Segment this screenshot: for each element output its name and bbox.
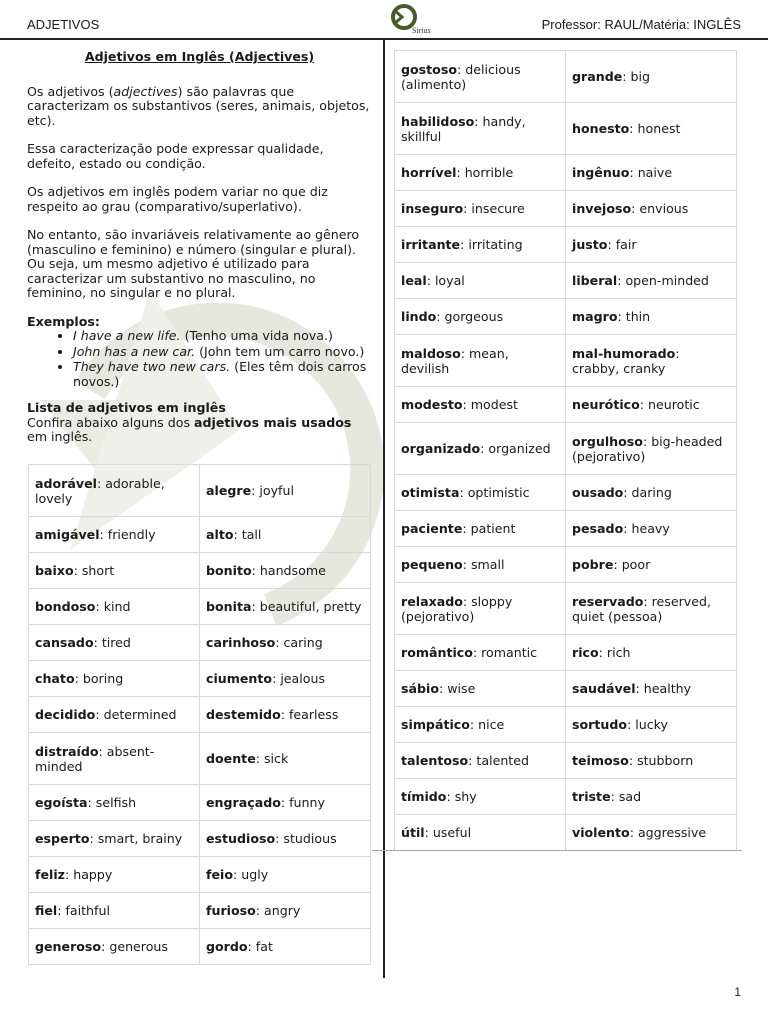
adjective-pt: engraçado (206, 795, 281, 810)
table-row (29, 929, 371, 965)
adjective-en: modest (470, 397, 518, 412)
adjective-cell: carinhoso: caring (200, 625, 371, 661)
adjective-cell: amigável: friendly (29, 517, 200, 553)
header-subject: ADJETIVOS (27, 17, 100, 32)
table-row (395, 227, 737, 263)
adjective-cell: irritante: irritating (395, 227, 566, 263)
adjective-cell: esperto: smart, brainy (29, 821, 200, 857)
adjective-en: loyal (434, 273, 465, 288)
adjective-en: handsome (259, 563, 326, 578)
table-row (395, 335, 737, 387)
adjective-en: nice (478, 717, 505, 732)
adjective-en: kind (103, 599, 131, 614)
adjective-en: selfish (95, 795, 137, 810)
examples-list (27, 329, 372, 389)
adjective-en: irritating (468, 237, 523, 252)
adjective-pt: relaxado (401, 593, 463, 609)
adjective-en: optimistic (467, 485, 530, 500)
adjective-cell: bonito: handsome (200, 553, 371, 589)
adjective-en: big-headed (pejorativo) (572, 433, 723, 464)
adjective-pt: pesado (572, 521, 624, 536)
table-row (29, 785, 371, 821)
adjective-en: gorgeous (444, 309, 504, 324)
adjective-cell: furioso: angry (200, 893, 371, 929)
adjective-cell: doente: sick (200, 733, 371, 785)
adjective-en: boring (82, 671, 124, 686)
adjective-pt: triste (572, 789, 611, 804)
adjective-en: insecure (471, 201, 525, 216)
adjective-cell: romântico: romantic (395, 635, 566, 671)
example-item: • I have a new life. (Tenho uma vida nova.) (73, 329, 372, 344)
adjective-pt: liberal (572, 273, 618, 288)
table-row (395, 547, 737, 583)
logo-text: Sirius (412, 26, 431, 35)
adjective-pt: generoso (35, 939, 102, 954)
adjective-pt: gostoso (401, 61, 457, 77)
adjective-pt: orgulhoso (572, 433, 643, 449)
adjective-pt: alto (206, 527, 234, 542)
adjective-cell: ingênuo: naive (566, 155, 737, 191)
adjective-pt: fiel (35, 903, 58, 918)
adjective-pt: distraído (35, 743, 99, 759)
adjective-cell: pequeno: small (395, 547, 566, 583)
page-number: 1 (734, 985, 741, 999)
table-row (395, 779, 737, 815)
table-row (29, 893, 371, 929)
adjective-en: crabby, cranky (572, 360, 666, 376)
adjective-cell: feliz: happy (29, 857, 200, 893)
adjective-cell: rico: rich (566, 635, 737, 671)
adjective-pt: otimista (401, 485, 460, 500)
adjective-en: handy, skillful (401, 113, 526, 144)
adjective-cell: invejoso: envious (566, 191, 737, 227)
adjective-cell: violento: aggressive (566, 815, 737, 851)
adjective-cell: chato: boring (29, 661, 200, 697)
page-title: Adjetivos em Inglês (Adjectives) (84, 49, 315, 64)
adjective-en: naive (637, 165, 673, 180)
adjective-cell: útil: useful (395, 815, 566, 851)
adjective-cell: tímido: shy (395, 779, 566, 815)
adjective-en: daring (631, 485, 672, 500)
adjective-pt: pobre (572, 557, 614, 572)
adjective-cell: destemido: fearless (200, 697, 371, 733)
adjective-pt: leal (401, 273, 427, 288)
adjective-pt: cansado (35, 635, 94, 650)
adjective-cell: sortudo: lucky (566, 707, 737, 743)
example-item: • They have two new cars. (Eles têm dois carros novos.) (73, 360, 372, 389)
adjective-pt: violento (572, 825, 630, 840)
table-row (395, 103, 737, 155)
adjective-pt: saudável (572, 681, 636, 696)
adjective-cell: egoísta: selfish (29, 785, 200, 821)
adjective-pt: esperto (35, 831, 90, 846)
table-bottom-rule (372, 850, 742, 851)
adjective-en: studious (283, 831, 337, 846)
adjective-cell: simpático: nice (395, 707, 566, 743)
intro-paragraph-1: Os adjetivos (adjectives) são palavras que caracterizam os substantivos (seres, animais, objetos, etc). (27, 83, 370, 128)
column-divider (383, 40, 385, 978)
adjective-cell: estudioso: studious (200, 821, 371, 857)
table-row (395, 635, 737, 671)
table-row (395, 191, 737, 227)
adjective-pt: decidido (35, 707, 96, 722)
adjective-en: sad (618, 789, 642, 804)
adjective-pt: teimoso (572, 753, 629, 768)
adjective-pt: justo (572, 237, 608, 252)
adjective-pt: chato (35, 671, 75, 686)
adjective-en: aggressive (637, 825, 707, 840)
adjective-cell: bonita: beautiful, pretty (200, 589, 371, 625)
adjective-en: beautiful, pretty (259, 599, 362, 614)
adjective-cell: fiel: faithful (29, 893, 200, 929)
adjective-pt: bondoso (35, 599, 96, 614)
sirius-logo (388, 2, 444, 36)
adjective-cell: saudável: healthy (566, 671, 737, 707)
adjective-pt: baixo (35, 563, 74, 578)
adjective-en: angry (264, 903, 301, 918)
intro-paragraph-3: Os adjetivos em inglês podem variar no que diz respeito ao grau (comparativo/superlativo). (27, 184, 328, 214)
table-row (29, 553, 371, 589)
adjective-cell: decidido: determined (29, 697, 200, 733)
adjective-pt: furioso (206, 903, 256, 918)
adjective-en: funny (289, 795, 325, 810)
adjective-en: rich (606, 645, 631, 660)
adjective-cell: teimoso: stubborn (566, 743, 737, 779)
adjective-en: generous (109, 939, 168, 954)
table-row (395, 475, 737, 511)
table-row (29, 821, 371, 857)
header-teacher: Professor: RAUL/Matéria: INGLÊS (541, 17, 741, 32)
adjective-cell: bondoso: kind (29, 589, 200, 625)
adjective-pt: inseguro (401, 201, 464, 216)
adjective-pt: lindo (401, 309, 437, 324)
adjective-pt: pequeno (401, 557, 463, 572)
adjective-en: big (630, 69, 650, 84)
adjective-pt: honesto (572, 121, 630, 136)
adjective-cell: gordo: fat (200, 929, 371, 965)
adjective-en: shy (454, 789, 477, 804)
adjective-en: tired (101, 635, 131, 650)
adjective-cell: lindo: gorgeous (395, 299, 566, 335)
adjective-pt: paciente (401, 521, 463, 536)
adjective-pt: magro (572, 309, 618, 324)
adjective-cell: paciente: patient (395, 511, 566, 547)
adjective-en: fearless (288, 707, 339, 722)
adjective-en: fair (615, 237, 637, 252)
adjective-pt: mal-humorado (572, 345, 676, 361)
adjective-en: sloppy (pejorativo) (401, 593, 513, 624)
adjective-cell: liberal: open-minded (566, 263, 737, 299)
adjective-en: open-minded (625, 273, 709, 288)
table-row (395, 707, 737, 743)
adjective-en: smart, brainy (97, 831, 183, 846)
adjective-pt: irritante (401, 237, 461, 252)
adjective-cell: modesto: modest (395, 387, 566, 423)
adjective-en: delicious (alimento) (401, 61, 521, 92)
table-row (29, 733, 371, 785)
adjective-cell: relaxado: sloppy (pejorativo) (395, 583, 566, 635)
adjective-en: lucky (635, 717, 668, 732)
adjective-pt: neurótico (572, 397, 640, 412)
adjective-cell: gostoso: delicious (alimento) (395, 51, 566, 103)
adjective-pt: bonita (206, 599, 252, 614)
intro-column (27, 50, 372, 445)
adjective-en: happy (73, 867, 113, 882)
table-row (29, 661, 371, 697)
adjective-cell: distraído: absent-minded (29, 733, 200, 785)
adjective-pt: rico (572, 645, 599, 660)
adjective-en: fat (255, 939, 273, 954)
adjective-pt: bonito (206, 563, 252, 578)
adjective-cell: grande: big (566, 51, 737, 103)
adjective-cell: pesado: heavy (566, 511, 737, 547)
table-row (395, 743, 737, 779)
adjective-cell: justo: fair (566, 227, 737, 263)
adjective-pt: tímido (401, 789, 447, 804)
table-row (29, 465, 371, 517)
adjective-cell: sábio: wise (395, 671, 566, 707)
adjective-pt: útil (401, 825, 425, 840)
adjective-pt: romântico (401, 645, 473, 660)
table-row (395, 511, 737, 547)
adjective-pt: gordo (206, 939, 248, 954)
adjective-en: patient (470, 521, 516, 536)
adjective-en: absent-minded (35, 743, 155, 774)
adjective-en: tall (241, 527, 262, 542)
adjective-pt: sortudo (572, 717, 628, 732)
adjective-cell: orgulhoso: big-headed (pejorativo) (566, 423, 737, 475)
adjective-en: stubborn (637, 753, 694, 768)
adjective-en: small (470, 557, 505, 572)
adjective-cell: honesto: honest (566, 103, 737, 155)
example-item: • John has a new car. (John tem um carro novo.) (73, 345, 372, 360)
table-row (395, 155, 737, 191)
adjective-en: useful (432, 825, 472, 840)
adjective-cell: reservado: reserved, quiet (pessoa) (566, 583, 737, 635)
adjective-en: faithful (65, 903, 110, 918)
adjective-en: adorable, lovely (35, 475, 165, 506)
adjective-cell: alto: tall (200, 517, 371, 553)
adjectives-table-right (394, 50, 737, 851)
adjective-en: ugly (241, 867, 269, 882)
adjective-pt: modesto (401, 397, 463, 412)
table-row (29, 589, 371, 625)
adjective-pt: organizado (401, 441, 481, 456)
adjective-en: organized (488, 441, 551, 456)
intro-paragraph-2: Essa caracterização pode expressar qualidade, defeito, estado ou condição. (27, 141, 324, 171)
list-heading: Lista de adjetivos em inglês (27, 400, 226, 415)
adjective-pt: adorável (35, 475, 97, 491)
adjective-en: reserved, quiet (pessoa) (572, 593, 711, 624)
adjective-pt: habilidoso (401, 113, 475, 129)
adjective-pt: invejoso (572, 201, 632, 216)
adjective-cell: generoso: generous (29, 929, 200, 965)
adjective-en: jealous (280, 671, 326, 686)
adjective-cell: talentoso: talented (395, 743, 566, 779)
adjective-en: romantic (481, 645, 538, 660)
adjective-en: neurotic (648, 397, 700, 412)
adjective-cell: baixo: short (29, 553, 200, 589)
adjective-en: healthy (643, 681, 692, 696)
adjective-cell: magro: thin (566, 299, 737, 335)
adjectives-table-left (28, 464, 371, 965)
adjective-pt: estudioso (206, 831, 276, 846)
adjective-en: sick (264, 751, 289, 766)
table-row (395, 299, 737, 335)
adjective-pt: maldoso (401, 345, 461, 361)
table-row (29, 857, 371, 893)
adjective-en: honest (637, 121, 681, 136)
adjective-pt: reservado (572, 593, 644, 609)
adjective-pt: ciumento (206, 671, 273, 686)
adjective-en: joyful (259, 483, 294, 498)
adjective-en: friendly (107, 527, 156, 542)
adjective-en: talented (476, 753, 529, 768)
table-row (395, 423, 737, 475)
adjective-pt: sábio (401, 681, 439, 696)
adjective-en: heavy (631, 521, 670, 536)
adjective-en: poor (621, 557, 651, 572)
adjective-cell: mal-humorado: crabby, cranky (566, 335, 737, 387)
adjective-en: thin (625, 309, 651, 324)
adjective-en: horrible (464, 165, 514, 180)
table-row (395, 263, 737, 299)
examples-label: Exemplos: (27, 313, 100, 329)
adjective-cell: inseguro: insecure (395, 191, 566, 227)
adjective-pt: carinhoso (206, 635, 276, 650)
adjective-cell: ciumento: jealous (200, 661, 371, 697)
table-row (395, 51, 737, 103)
list-subheading: Confira abaixo alguns dos adjetivos mais usados em inglês. (27, 414, 352, 444)
adjective-en: determined (103, 707, 177, 722)
adjective-pt: alegre (206, 483, 252, 498)
adjective-pt: horrível (401, 165, 457, 180)
adjective-en: short (81, 563, 115, 578)
table-row (29, 697, 371, 733)
adjective-cell: feio: ugly (200, 857, 371, 893)
adjective-cell: triste: sad (566, 779, 737, 815)
adjective-cell: alegre: joyful (200, 465, 371, 517)
adjective-cell: leal: loyal (395, 263, 566, 299)
table-row (395, 583, 737, 635)
adjective-pt: simpático (401, 717, 470, 732)
table-row (395, 671, 737, 707)
adjective-cell: pobre: poor (566, 547, 737, 583)
adjective-cell: ousado: daring (566, 475, 737, 511)
adjective-pt: ousado (572, 485, 624, 500)
intro-paragraph-4: No entanto, são invariáveis relativamente ao gênero (masculino e feminino) e número (singular e plural). Ou seja, um mesmo adjetivo é utilizado para caracterizar um substantivo no masculino, no feminino, no singular e no plural. (27, 227, 360, 300)
adjective-cell: horrível: horrible (395, 155, 566, 191)
adjective-cell: engraçado: funny (200, 785, 371, 821)
table-row (395, 815, 737, 851)
adjective-pt: ingênuo (572, 165, 630, 180)
adjective-pt: grande (572, 69, 623, 84)
adjective-cell: cansado: tired (29, 625, 200, 661)
adjective-pt: egoísta (35, 795, 88, 810)
adjective-cell: maldoso: mean, devilish (395, 335, 566, 387)
adjective-cell: adorável: adorable, lovely (29, 465, 200, 517)
adjective-en: caring (283, 635, 323, 650)
adjective-pt: feio (206, 867, 233, 882)
table-row (395, 387, 737, 423)
adjective-cell: organizado: organized (395, 423, 566, 475)
adjective-en: wise (447, 681, 476, 696)
table-row (29, 625, 371, 661)
adjective-pt: talentoso (401, 753, 469, 768)
adjective-pt: feliz (35, 867, 65, 882)
adjective-pt: destemido (206, 707, 281, 722)
adjective-en: mean, devilish (401, 345, 509, 376)
adjective-pt: doente (206, 751, 256, 766)
table-row (29, 517, 371, 553)
adjective-en: envious (639, 201, 689, 216)
adjective-pt: amigável (35, 527, 100, 542)
adjective-cell: neurótico: neurotic (566, 387, 737, 423)
adjective-cell: habilidoso: handy, skillful (395, 103, 566, 155)
adjective-cell: otimista: optimistic (395, 475, 566, 511)
